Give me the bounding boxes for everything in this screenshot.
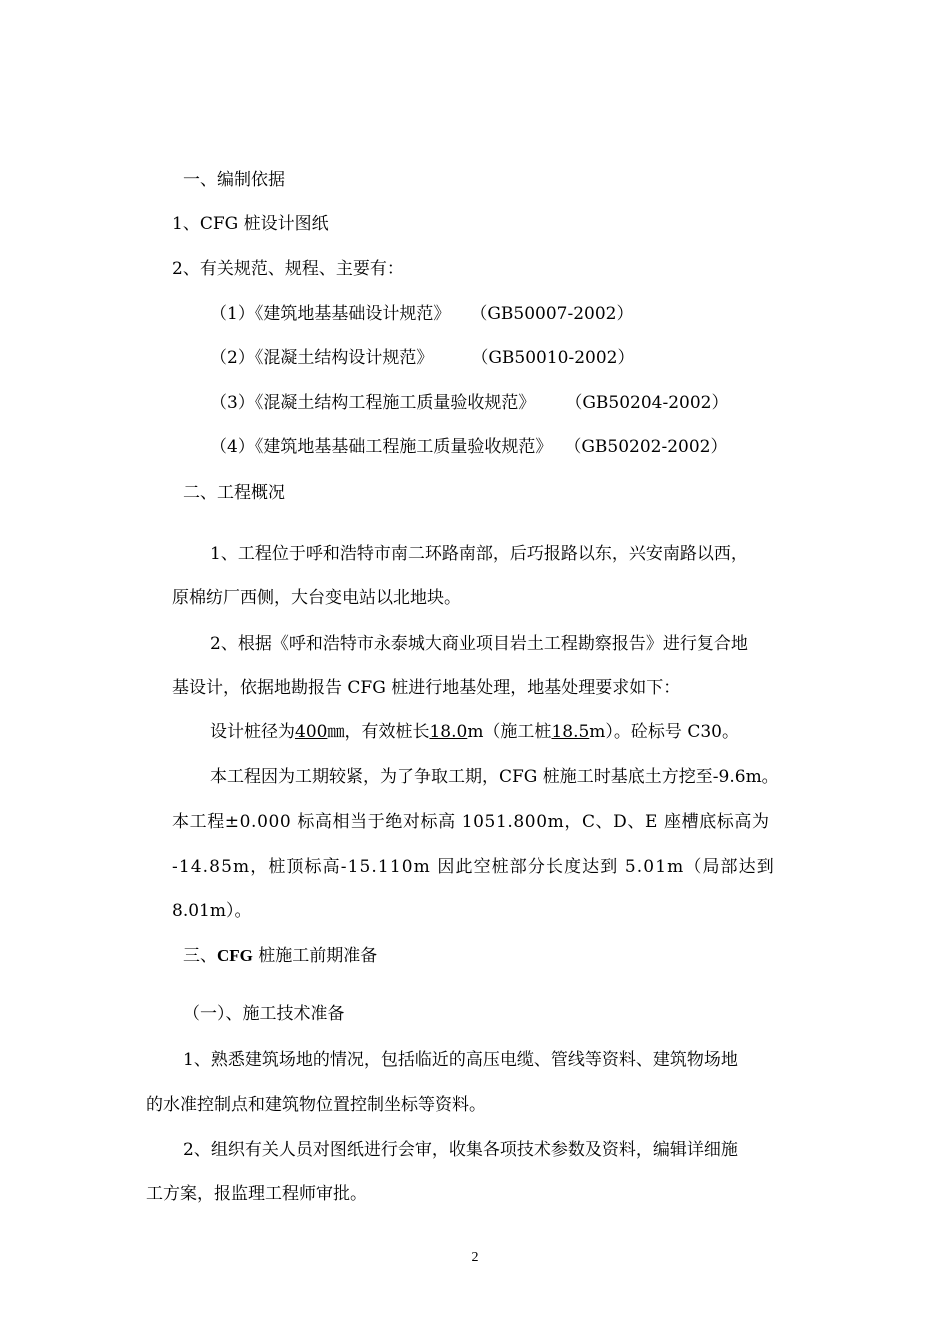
standard-2 (210, 346, 635, 370)
standard-1-code: （GB50007-2002） (470, 304, 634, 324)
heading-suffix: 桩施工前期准备 (252, 946, 378, 966)
heading-cfg: CFG (217, 946, 253, 965)
subsection-technical: （一）、施工技术准备 (183, 1004, 345, 1024)
page-number: 2 (471, 1250, 479, 1265)
basis-item-drawings: 1、CFG 桩设计图纸 (172, 214, 329, 234)
pile-diameter: 400 (295, 722, 328, 742)
technical-item1-line1: 1、熟悉建筑场地的情况，包括临近的高压电缆、管线等资料、建筑物场地 (183, 1050, 738, 1070)
pile-length: 18.0 (429, 722, 468, 742)
design-parameters (210, 720, 739, 744)
standard-3 (210, 391, 729, 415)
overview-p3-line2: 本工程±0.000 标高相当于绝对标高 1051.800m，C、D、E 座槽底标高为 (172, 812, 770, 832)
standard-4-name: （4）《建筑地基基础工程施工质量验收规范》 (210, 437, 553, 457)
standard-2-code: （GB50010-2002） (471, 348, 635, 368)
section-heading-basis: 一、编制依据 (183, 170, 285, 190)
standard-4 (210, 435, 728, 459)
standard-1 (210, 302, 634, 326)
technical-item2-line2: 工方案，报监理工程师审批。 (146, 1184, 367, 1204)
standard-3-code: （GB50204-2002） (565, 393, 729, 413)
design-text-2: ㎜，有效桩长 (327, 722, 430, 742)
design-text-3: m（施工桩 (467, 722, 552, 742)
technical-item1-line2: 的水准控制点和建筑物位置控制坐标等资料。 (146, 1095, 486, 1115)
standard-2-name: （2）《混凝土结构设计规范》 (210, 348, 434, 368)
overview-p3-line3: -14.85m，桩顶标高-15.110m 因此空桩部分长度达到 5.01m（局部达到 (172, 857, 775, 877)
section-heading-overview: 二、工程概况 (183, 483, 285, 503)
technical-item2-line1: 2、组织有关人员对图纸进行会审，收集各项技术参数及资料，编辑详细施 (183, 1140, 738, 1160)
overview-p1-line2: 原棉纺厂西侧，大台变电站以北地块。 (172, 588, 461, 608)
overview-p1-line1: 1、工程位于呼和浩特市南二环路南部，后巧报路以东，兴安南路以西， (210, 544, 748, 564)
design-text-1: 设计桩径为 (210, 722, 295, 742)
overview-p3-line4: 8.01m）。 (172, 901, 252, 921)
design-text-4: m）。砼标号 C30。 (589, 722, 739, 742)
basis-item-codes: 2、有关规范、规程、主要有： (172, 259, 404, 279)
standard-1-name: （1）《建筑地基基础设计规范》 (210, 304, 451, 324)
standard-4-code: （GB50202-2002） (564, 437, 728, 457)
overview-p2-line2: 基设计，依据地勘报告 CFG 桩进行地基处理，地基处理要求如下： (172, 678, 681, 698)
heading-prefix: 三、 (183, 946, 217, 966)
construction-pile-length: 18.5 (551, 722, 590, 742)
overview-p2-line1: 2、根据《呼和浩特市永泰城大商业项目岩土工程勘察报告》进行复合地 (210, 634, 748, 654)
section-heading-preparation (183, 944, 377, 968)
standard-3-name: （3）《混凝土结构工程施工质量验收规范》 (210, 393, 536, 413)
overview-p3-line1: 本工程因为工期较紧，为了争取工期，CFG 桩施工时基底土方挖至-9.6m。 (210, 767, 779, 787)
